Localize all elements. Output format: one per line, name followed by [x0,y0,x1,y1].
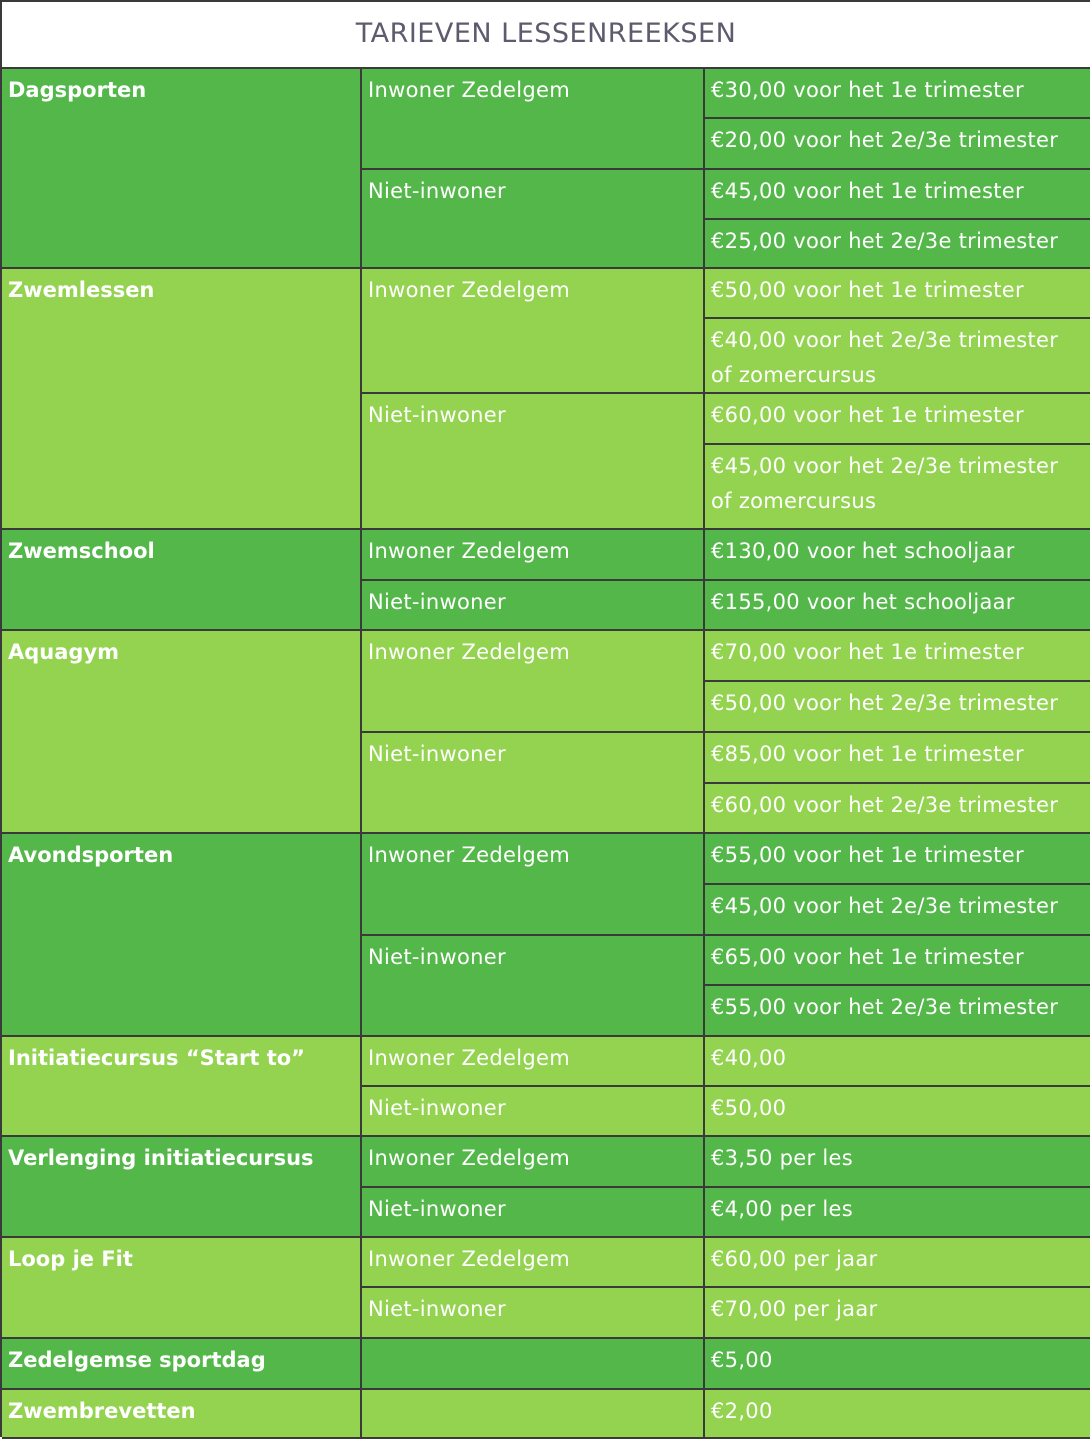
resident-label: Inwoner Zedelgem [362,1238,705,1288]
price-cell: €45,00 voor het 2e/3e trimester [705,885,1090,936]
price-cell: €70,00 voor het 1e trimester [705,631,1090,682]
price-cell: €55,00 voor het 2e/3e trimester [705,986,1090,1037]
price-cell: €60,00 voor het 1e trimester [705,394,1090,445]
category-aquagym: Aquagym [2,631,362,834]
price-cell: €25,00 voor het 2e/3e trimester [705,220,1090,269]
table-title: TARIEVEN LESSENREEKSEN [2,2,1090,69]
non-resident-label: Niet-inwoner [362,936,705,1037]
resident-label: Inwoner Zedelgem [362,530,705,581]
price-cell: €5,00 [705,1339,1090,1390]
resident-label: Inwoner Zedelgem [362,834,705,936]
price-cell: €50,00 voor het 1e trimester [705,269,1090,319]
resident-label: Inwoner Zedelgem [362,1037,705,1087]
price-cell: €70,00 per jaar [705,1288,1090,1339]
non-resident-label: Niet-inwoner [362,581,705,631]
price-cell: €40,00 [705,1037,1090,1087]
price-cell: €40,00 voor het 2e/3e trimester of zomercursus [705,319,1090,394]
price-cell: €50,00 voor het 2e/3e trimester [705,682,1090,733]
non-resident-label: Niet-inwoner [362,1087,705,1137]
resident-label: Inwoner Zedelgem [362,269,705,394]
category-initiatiecursus: Initiatiecursus “Start to” [2,1037,362,1137]
category-verlenging-initiatiecursus: Verlenging initiatiecursus [2,1137,362,1238]
resident-label: Inwoner Zedelgem [362,631,705,733]
price-cell: €3,50 per les [705,1137,1090,1188]
price-cell: €4,00 per les [705,1188,1090,1238]
price-cell: €155,00 voor het schooljaar [705,581,1090,631]
category-loop-je-fit: Loop je Fit [2,1238,362,1339]
price-cell: €65,00 voor het 1e trimester [705,936,1090,986]
empty-cell [362,1390,705,1439]
resident-label: Inwoner Zedelgem [362,1137,705,1188]
non-resident-label: Niet-inwoner [362,170,705,269]
category-zedelgemse-sportdag: Zedelgemse sportdag [2,1339,362,1390]
non-resident-label: Niet-inwoner [362,394,705,530]
category-zwembrevetten: Zwembrevetten [2,1390,362,1439]
category-avondsporten: Avondsporten [2,834,362,1037]
category-dagsporten: Dagsporten [2,69,362,269]
price-cell: €20,00 voor het 2e/3e trimester [705,119,1090,170]
category-zwemlessen: Zwemlessen [2,269,362,530]
category-zwemschool: Zwemschool [2,530,362,631]
price-cell: €45,00 voor het 1e trimester [705,170,1090,220]
price-cell: €2,00 [705,1390,1090,1439]
price-cell: €85,00 voor het 1e trimester [705,733,1090,784]
price-cell: €50,00 [705,1087,1090,1137]
price-cell: €60,00 per jaar [705,1238,1090,1288]
resident-label: Inwoner Zedelgem [362,69,705,170]
price-cell: €45,00 voor het 2e/3e trimester of zomercursus [705,445,1090,530]
price-cell: €60,00 voor het 2e/3e trimester [705,784,1090,834]
empty-cell [362,1339,705,1390]
non-resident-label: Niet-inwoner [362,1188,705,1238]
price-cell: €55,00 voor het 1e trimester [705,834,1090,885]
non-resident-label: Niet-inwoner [362,733,705,834]
price-cell: €130,00 voor het schooljaar [705,530,1090,581]
price-cell: €30,00 voor het 1e trimester [705,69,1090,119]
non-resident-label: Niet-inwoner [362,1288,705,1339]
